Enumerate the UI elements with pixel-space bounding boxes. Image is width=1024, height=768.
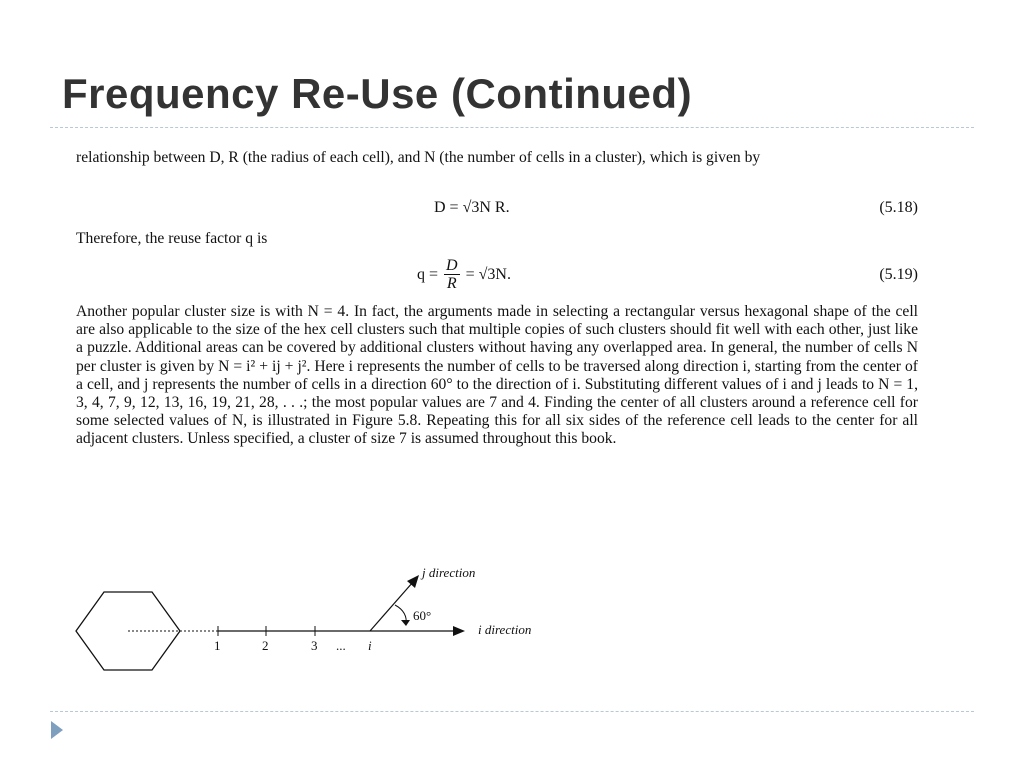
fraction-numerator: D — [446, 257, 458, 274]
title-divider — [50, 127, 974, 128]
tick-label: 1 — [214, 638, 221, 653]
angle-arrowhead — [401, 620, 410, 626]
footer-divider — [50, 711, 974, 712]
equation-5-18: D = √3N R. — [434, 199, 510, 216]
paragraph-reuse-factor: Therefore, the reuse factor q is — [76, 230, 268, 247]
slide-title: Frequency Re-Use (Continued) — [62, 70, 693, 117]
equation-5-19 — [417, 257, 511, 292]
equation-number-5-19: (5.19) — [879, 266, 918, 283]
angle-label: 60° — [413, 608, 432, 623]
paragraph-relationship: relationship between D, R (the radius of each cell), and N (the number of cells in a cluster), which is given by — [76, 149, 761, 166]
tick-label: i — [368, 638, 372, 653]
equation-lhs: q = — [417, 265, 439, 283]
equation-rhs: = √3N. — [465, 265, 511, 283]
fraction-d-over-r — [444, 257, 460, 292]
equation-number-5-18: (5.18) — [879, 199, 918, 216]
tick-label: ... — [336, 638, 346, 653]
j-direction-label: j direction — [422, 565, 476, 580]
cluster-direction-figure — [70, 560, 590, 680]
fraction-denominator: R — [446, 275, 457, 292]
next-slide-arrow-icon[interactable] — [51, 721, 63, 739]
tick-label: 2 — [262, 638, 269, 653]
paragraph-cluster-size: Another popular cluster size is with N = 4. In fact, the arguments made in selecting a rectangular versus hexagonal shape of the cell are also applicable to the size of the hex cell clusters such that multiple copies of such clusters should fit well with each other, just like a puzzle. Additional areas can be covered by additional clusters without having any overlapped area. In general, the number of cells N per cluster is given by N = i² + ij + j². Here i represents the number of cells to be traversed along direction i, starting from the center of a cell, and j represents the number of cells in a direction 60° to the direction of i. Substituting different values of i and j leads to N = 1, 3, 4, 7, 9, 12, 13, 16, 19, 21, 28, . . .; the most popular values are 7 and 4. Finding the center of all clusters around a reference cell for some selected values of N, is illustrated in Figure 5.8. Repeating this for all six sides of the reference cell leads to the center for all adjacent clusters. Unless specified, a cluster of size 7 is assumed throughout this book. — [76, 303, 918, 448]
tick-label: 3 — [311, 638, 318, 653]
i-direction-label: i direction — [478, 622, 532, 637]
